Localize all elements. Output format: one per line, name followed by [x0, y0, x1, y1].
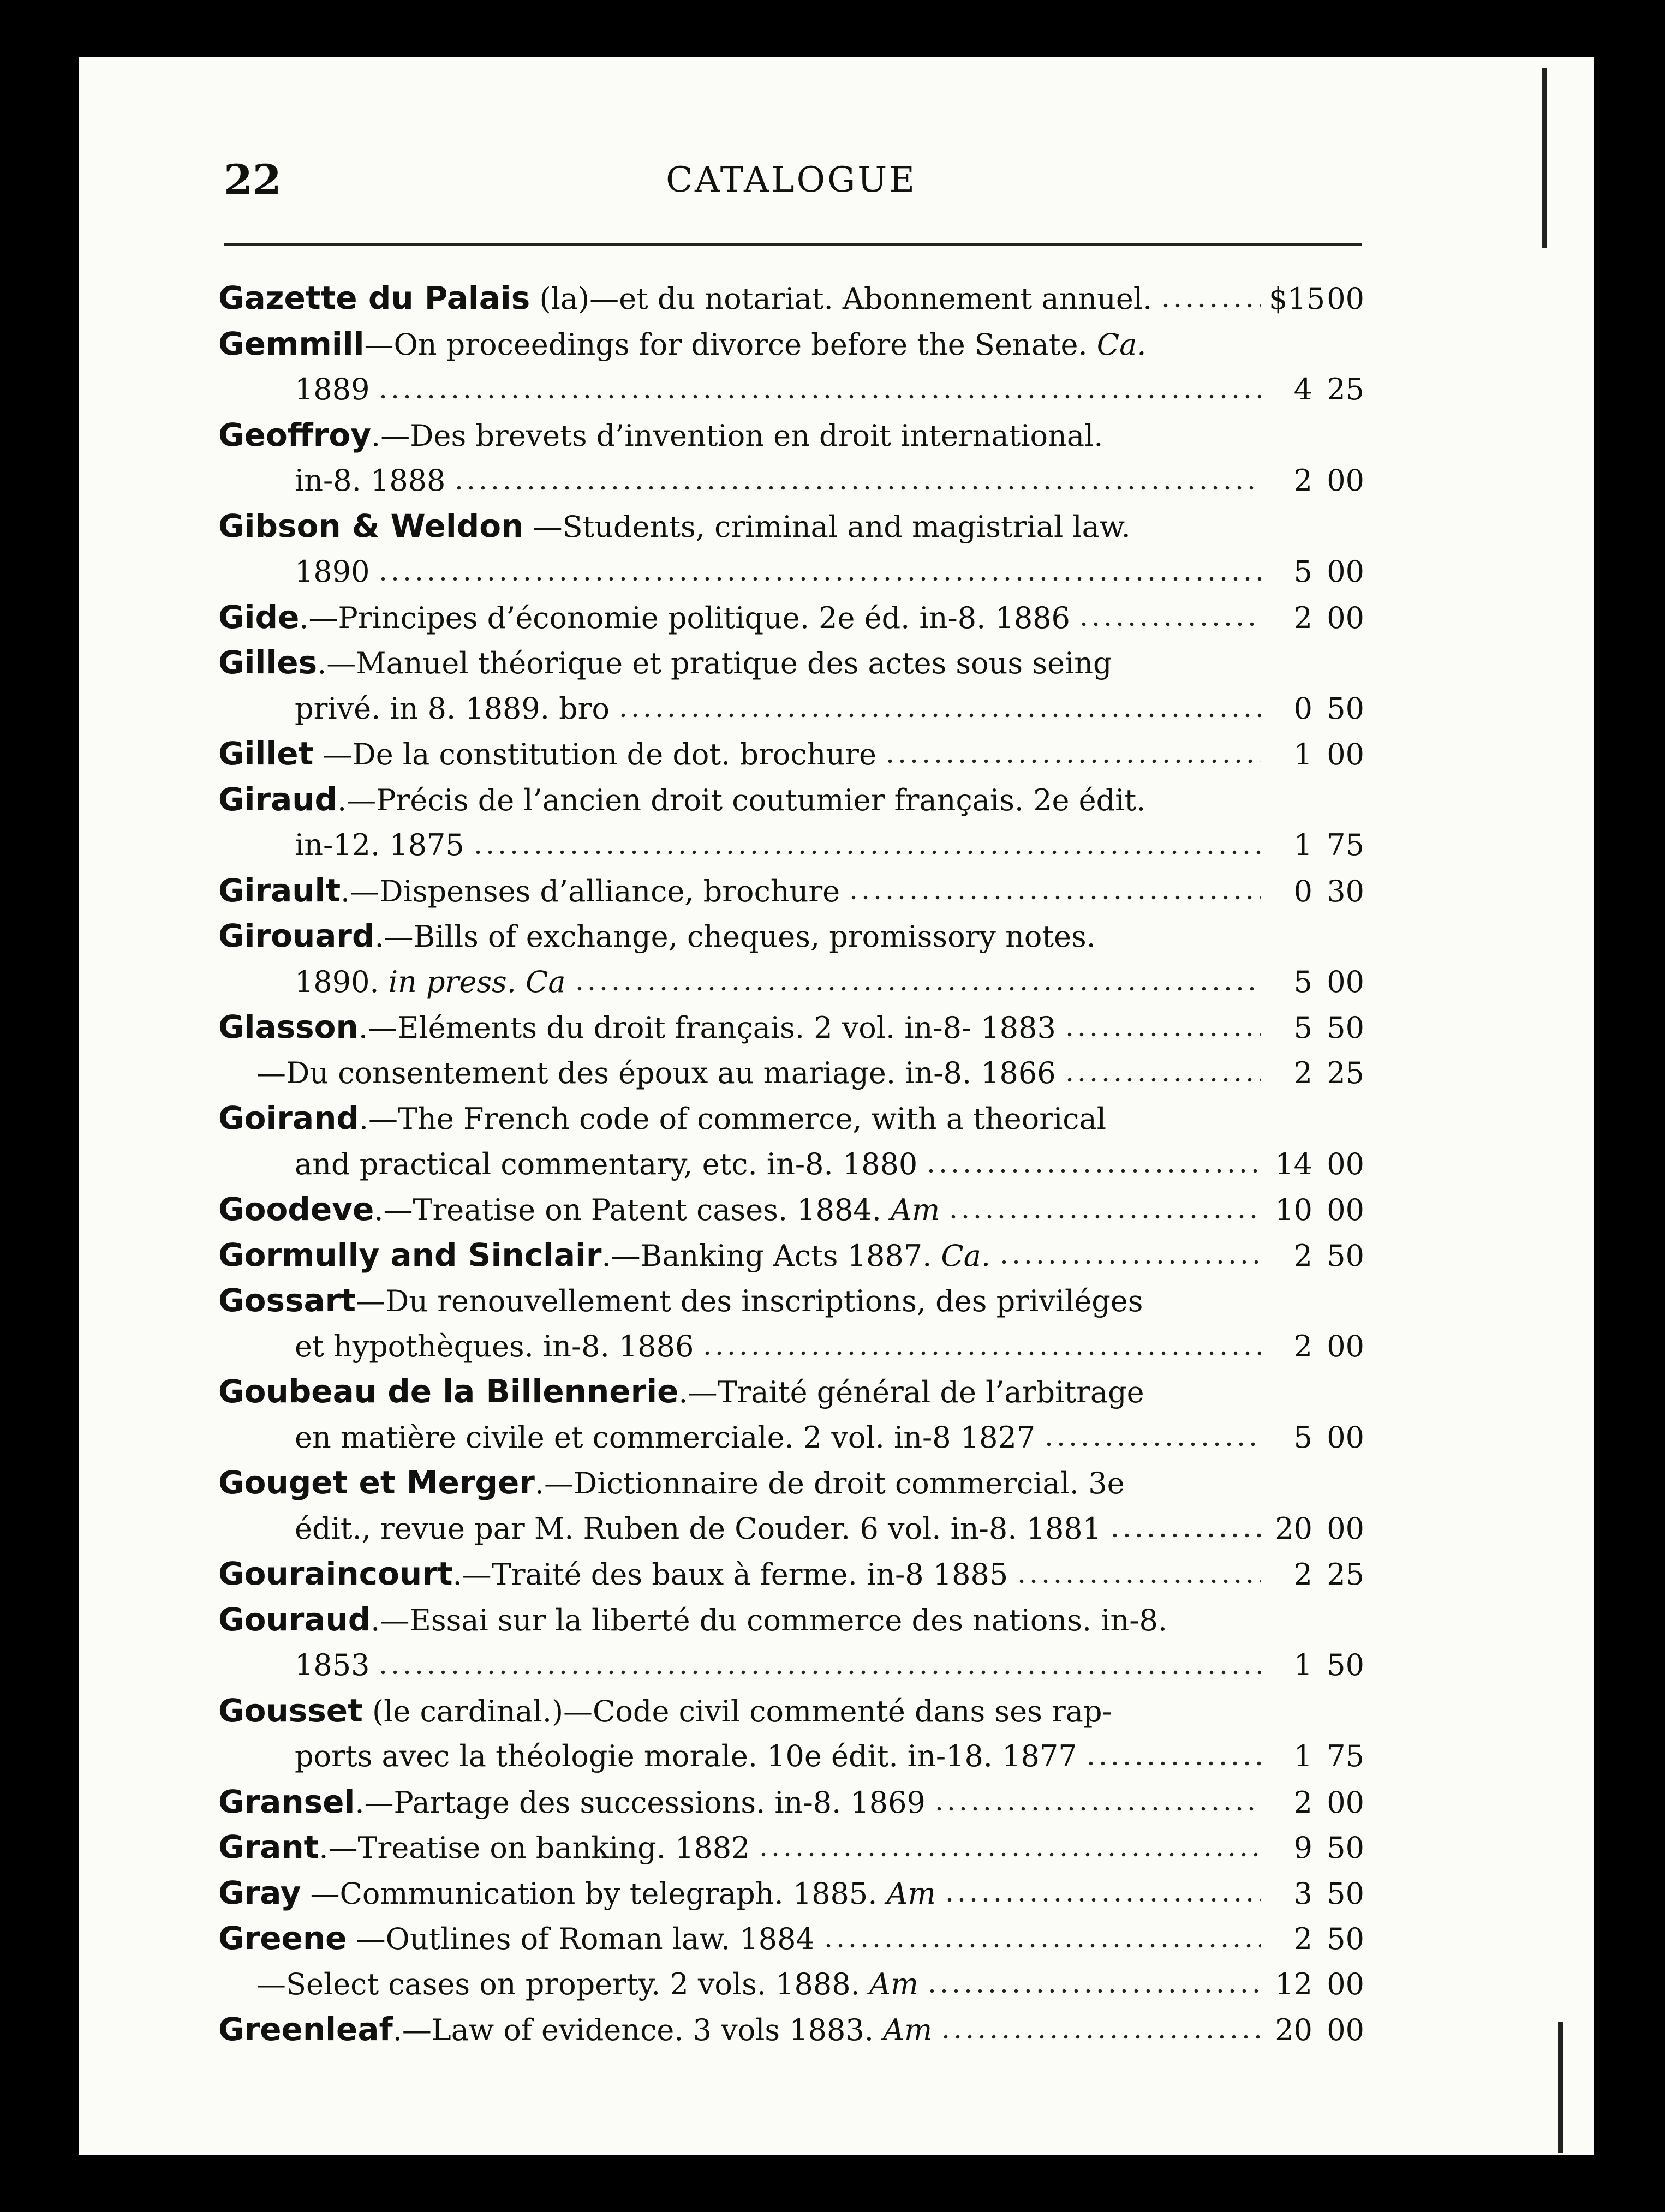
price-dollars: 5	[1293, 964, 1312, 999]
catalogue-entry	[218, 1369, 1364, 1460]
price-dollars: 10	[1275, 1193, 1312, 1227]
price	[1269, 367, 1364, 412]
entry-text	[218, 1369, 1144, 1415]
entry-text	[218, 276, 1152, 322]
entry-text	[295, 1642, 369, 1688]
entry-description: .—Traité général de l’arbitrage	[678, 1375, 1144, 1409]
author-name: Gransel	[218, 1783, 355, 1820]
price	[1269, 595, 1364, 641]
entry-text	[218, 412, 1103, 459]
entry-description: en matière civile et commerciale. 2 vol. in-8 1827	[295, 1420, 1036, 1455]
price	[1269, 1005, 1364, 1051]
price-dollars: 20	[1275, 2013, 1312, 2047]
price	[1269, 1415, 1364, 1461]
header-rule	[224, 243, 1362, 246]
catalogue-entry	[218, 1278, 1364, 1369]
price-cents: 50	[1327, 1876, 1364, 1911]
author-name: Gouget et Merger	[218, 1464, 535, 1501]
entry-text	[218, 1779, 926, 1826]
price-cents: 00	[1327, 1329, 1364, 1364]
price	[1269, 1871, 1364, 1917]
price-dollars: 3	[1293, 1876, 1312, 1911]
price-cents: 25	[1327, 372, 1364, 406]
price-cents: 30	[1327, 874, 1364, 908]
dot-leader	[925, 1168, 1261, 1174]
entry-line	[218, 1825, 1364, 1870]
entry-description: —Outlines of Roman law. 1884	[347, 1922, 815, 1956]
catalogue-entry	[218, 504, 1364, 595]
entry-text	[218, 1005, 1056, 1051]
price-dollars: 14	[1275, 1146, 1312, 1181]
catalogue-entry	[218, 1870, 1364, 1916]
entry-description: .—Partage des successions. in-8. 1869	[355, 1785, 926, 1820]
price-cents: 00	[1327, 463, 1364, 498]
author-name: Gilles	[218, 644, 318, 681]
entry-description: (le cardinal.)—Code civil commenté dans ses rap-	[362, 1694, 1112, 1729]
entry-text	[295, 959, 566, 1005]
price	[1269, 1506, 1364, 1552]
entry-description: privé. in 8. 1889. bro	[295, 691, 610, 726]
price-cents: 50	[1327, 691, 1364, 726]
price	[1269, 1780, 1364, 1826]
price	[1269, 959, 1364, 1005]
price-dollars: 0	[1293, 874, 1312, 908]
author-name: Greenleaf	[218, 2011, 393, 2048]
price-cents: 00	[1327, 1966, 1364, 2001]
author-name: Gray	[218, 1874, 301, 1911]
price	[1269, 1233, 1364, 1279]
entry-line	[218, 1642, 1364, 1688]
dot-leader	[884, 758, 1261, 764]
entry-line	[218, 1916, 1364, 1962]
entry-line	[218, 1141, 1364, 1187]
catalogue-entry	[218, 1825, 1364, 1870]
dot-leader	[1160, 303, 1261, 308]
price	[1269, 1962, 1364, 2007]
entry-text	[218, 595, 1070, 641]
entry-description: —Du renouvellement des inscriptions, des priviléges	[355, 1284, 1143, 1318]
entry-description: 1890.	[295, 964, 389, 999]
author-name: Girouard	[218, 917, 375, 954]
price-dollars: 2	[1293, 1055, 1312, 1090]
author-name: Glasson	[218, 1008, 359, 1045]
entry-description: in-12. 1875	[295, 828, 464, 862]
price-dollars: 2	[1293, 600, 1312, 635]
price-dollars: 0	[1293, 691, 1312, 726]
dot-leader	[1109, 1533, 1261, 1538]
author-name: Goirand	[218, 1099, 359, 1137]
price-dollars: 5	[1293, 1011, 1312, 1045]
author-name: Giraud	[218, 780, 338, 818]
price	[1269, 1141, 1364, 1187]
price-dollars: 2	[1293, 463, 1312, 498]
dot-leader	[933, 1806, 1261, 1812]
price-dollars: 2	[1293, 1329, 1312, 1364]
price-cents: 00	[1327, 1420, 1364, 1455]
entry-line	[218, 913, 1364, 959]
entry-line	[218, 777, 1364, 823]
entry-description: .—Dictionnaire de droit commercial. 3e	[534, 1466, 1125, 1500]
author-name: Goodeve	[218, 1191, 374, 1228]
entry-line	[218, 1506, 1364, 1552]
catalogue-entry	[218, 1096, 1364, 1187]
entry-description: .—Bills of exchange, cheques, promissory notes.	[374, 919, 1096, 954]
price-dollars: 4	[1293, 372, 1312, 406]
dot-leader	[574, 986, 1261, 991]
entry-description: 1890	[295, 554, 370, 589]
dot-leader	[947, 1214, 1261, 1219]
entry-text	[295, 1733, 1077, 1779]
page-number: 22	[224, 156, 282, 204]
entry-text	[295, 1415, 1035, 1461]
entry-description: .—Essai sur la liberté du commerce des nations. in-8.	[371, 1603, 1168, 1637]
price	[1269, 549, 1364, 595]
entry-description: (la)—et du notariat. Abonnement annuel.	[530, 282, 1153, 316]
author-name: Gormully and Sinclair	[218, 1236, 602, 1274]
entry-description: 1889	[295, 372, 370, 406]
dot-leader	[1016, 1579, 1261, 1584]
price-dollars: 2	[1293, 1557, 1312, 1592]
price-cents: 00	[1327, 737, 1364, 772]
page-header	[224, 156, 1359, 226]
price-dollars: 2	[1293, 1238, 1312, 1273]
catalogue-entry	[218, 1187, 1364, 1233]
catalogue-entry	[218, 777, 1364, 868]
entry-description: —Students, criminal and magistrial law.	[523, 509, 1131, 544]
price	[1269, 276, 1364, 322]
entry-line	[218, 1050, 1364, 1096]
catalogue-entries	[218, 276, 1364, 2053]
entry-description: 1853	[295, 1648, 370, 1682]
entry-description: .—Banking Acts 1887.	[601, 1238, 941, 1273]
price-cents: 50	[1327, 1648, 1364, 1682]
dot-leader	[848, 895, 1261, 900]
dot-leader	[1064, 1077, 1261, 1083]
author-name: Goubeau de la Billennerie	[218, 1373, 679, 1410]
entry-text	[256, 1050, 1056, 1096]
author-name: Gouraincourt	[218, 1555, 453, 1592]
entry-text	[218, 868, 840, 914]
entry-origin: Am	[883, 2013, 933, 2047]
entry-line	[218, 1779, 1364, 1825]
entry-line	[218, 1278, 1364, 1324]
author-name: Gemmill	[218, 325, 365, 362]
entry-description: in-8. 1888	[295, 463, 446, 498]
entry-text	[218, 1233, 990, 1279]
price-dollars: 12	[1275, 1966, 1312, 2001]
entry-text	[295, 1324, 694, 1370]
price	[1269, 1733, 1364, 1779]
entry-text	[295, 686, 610, 732]
entry-text	[295, 458, 445, 504]
catalogue-entry	[218, 595, 1364, 641]
price-cents: 50	[1327, 1831, 1364, 1865]
entry-text	[218, 504, 1131, 550]
author-name: Gillet	[218, 735, 314, 772]
entry-line	[218, 1870, 1364, 1916]
author-name: Gouraud	[218, 1600, 371, 1638]
entry-description: .—Eléments du droit français. 2 vol. in-8- 1883	[358, 1011, 1056, 1045]
price-dollars: 9	[1293, 1831, 1312, 1865]
price-cents: 50	[1327, 1011, 1364, 1045]
dot-leader	[453, 485, 1261, 491]
catalogue-entry	[218, 868, 1364, 914]
catalogue-entry	[218, 412, 1364, 504]
entry-text	[218, 1688, 1112, 1735]
catalogue-entry	[218, 1779, 1364, 1825]
entry-line	[218, 1324, 1364, 1370]
entry-line	[218, 640, 1364, 686]
entry-line	[218, 1551, 1364, 1597]
price-cents: 50	[1327, 1238, 1364, 1273]
price-cents: 00	[1327, 1511, 1364, 1546]
entry-description: et hypothèques. in-8. 1886	[295, 1329, 694, 1364]
entry-line	[218, 959, 1364, 1005]
entry-line	[218, 686, 1364, 732]
entry-line	[218, 412, 1364, 458]
entry-description: .—Manuel théorique et pratique des actes sous seing	[317, 646, 1112, 680]
price	[1269, 1916, 1364, 1962]
catalogue-entry	[218, 1460, 1364, 1551]
author-name: Gossart	[218, 1282, 356, 1319]
entry-line	[218, 1005, 1364, 1050]
entry-text	[218, 1551, 1008, 1598]
price	[1269, 1825, 1364, 1871]
dot-leader	[472, 850, 1261, 855]
price	[1269, 1324, 1364, 1370]
entry-line	[218, 731, 1364, 777]
author-name: Gide	[218, 598, 300, 636]
entry-text	[295, 1141, 917, 1187]
price	[1269, 686, 1364, 732]
entry-text	[295, 1506, 1101, 1552]
entry-description: .—Traité des baux à ferme. in-8 1885	[452, 1557, 1008, 1592]
entry-text	[218, 1916, 815, 1962]
price-cents: 00	[1327, 554, 1364, 589]
entry-description: —De la constitution de dot. brochure	[313, 737, 876, 772]
entry-description: .—Précis de l’ancien droit coutumier français. 2e édit.	[337, 782, 1146, 817]
entry-origin: Am	[869, 1966, 919, 2001]
catalogue-entry	[218, 1005, 1364, 1096]
dot-leader	[944, 1897, 1261, 1903]
dot-leader	[822, 1943, 1261, 1948]
entry-text	[218, 321, 1146, 368]
dot-leader	[377, 394, 1261, 399]
author-name: Gousset	[218, 1691, 363, 1729]
entry-text	[218, 640, 1112, 686]
price-dollars: 5	[1293, 1420, 1312, 1455]
entry-description: .—Dispenses d’alliance, brochure	[341, 874, 840, 908]
price-cents: 00	[1327, 600, 1364, 635]
entry-origin: Am	[891, 1193, 940, 1227]
price-cents: 25	[1327, 1055, 1364, 1090]
price-dollars: 20	[1275, 1511, 1312, 1546]
entry-text	[218, 1870, 936, 1917]
entry-text	[218, 731, 876, 778]
price-cents: 00	[1327, 1193, 1364, 1227]
entry-line	[218, 367, 1364, 412]
entry-line	[218, 1369, 1364, 1415]
entry-description: .—Treatise on banking. 1882	[319, 1831, 750, 1865]
author-name: Girault	[218, 871, 341, 909]
entry-description: ports avec la théologie morale. 10e édit. in-18. 1877	[295, 1739, 1077, 1773]
entry-text	[218, 1597, 1167, 1643]
entry-origin: in press. Ca	[388, 964, 566, 999]
author-name: Grant	[218, 1828, 319, 1866]
price	[1269, 869, 1364, 914]
dot-leader	[1078, 621, 1261, 627]
entry-description: —Communication by telegraph. 1885.	[301, 1876, 887, 1911]
price	[1269, 458, 1364, 504]
scan-mark	[1542, 68, 1547, 248]
catalogue-entry	[218, 276, 1364, 321]
price-cents: 00	[1327, 1785, 1364, 1820]
scan-mark	[1558, 2022, 1563, 2153]
price-dollars: 1	[1293, 1739, 1312, 1773]
entry-line	[218, 504, 1364, 549]
price	[1269, 1050, 1364, 1096]
entry-line	[218, 822, 1364, 868]
entry-description: .—Des brevets d’invention en droit international.	[371, 418, 1103, 453]
catalogue-entry	[218, 731, 1364, 777]
entry-line	[218, 1096, 1364, 1141]
catalogue-entry	[218, 913, 1364, 1005]
entry-line	[218, 321, 1364, 367]
entry-text	[218, 913, 1096, 960]
entry-line	[218, 1460, 1364, 1506]
price-dollars: 1	[1293, 828, 1312, 862]
dot-leader	[940, 2034, 1261, 2040]
author-name: Greene	[218, 1920, 347, 1957]
entry-description: édit., revue par M. Ruben de Couder. 6 vol. in-8. 1881	[295, 1511, 1102, 1546]
entry-line	[218, 458, 1364, 504]
price-cents: 75	[1327, 1739, 1364, 1773]
entry-text	[295, 367, 369, 412]
entry-description: and practical commentary, etc. in-8. 1880	[295, 1146, 918, 1181]
entry-text	[295, 822, 464, 868]
entry-text	[218, 1278, 1143, 1324]
dot-leader	[1043, 1442, 1261, 1447]
entry-description: —On proceedings for divorce before the Senate.	[364, 327, 1097, 362]
dot-leader	[701, 1350, 1261, 1356]
price	[1269, 1552, 1364, 1598]
catalogue-entry	[218, 640, 1364, 731]
entry-description: .—The French code of commerce, with a theorical	[359, 1102, 1106, 1136]
entry-origin: Ca.	[941, 1238, 991, 1273]
price-dollars: 2	[1293, 1922, 1312, 1956]
entry-line	[218, 1415, 1364, 1461]
entry-description: —Select cases on property. 2 vols. 1888.	[256, 1966, 869, 2001]
price	[1269, 1187, 1364, 1233]
price-dollars: 5	[1293, 554, 1312, 589]
page-title: CATALOGUE	[666, 160, 917, 200]
entry-description: .—Treatise on Patent cases. 1884.	[374, 1193, 891, 1227]
dot-leader	[926, 1988, 1261, 1994]
catalogue-entry	[218, 1551, 1364, 1597]
price-cents: 00	[1327, 964, 1364, 999]
entry-origin: Am	[886, 1876, 936, 1911]
entry-origin: Ca.	[1096, 327, 1147, 362]
price-cents: 00	[1327, 2013, 1364, 2047]
dot-leader	[377, 576, 1261, 582]
dot-leader	[377, 1670, 1261, 1675]
entry-line	[218, 2007, 1364, 2053]
dot-leader	[757, 1852, 1261, 1857]
price-dollars: $15	[1269, 282, 1326, 316]
price-cents: 25	[1327, 1557, 1364, 1592]
catalogue-entry	[218, 1233, 1364, 1278]
catalogue-entry	[218, 321, 1364, 412]
entry-description: —Du consentement des époux au mariage. in-8. 1866	[256, 1055, 1056, 1090]
entry-line	[218, 549, 1364, 595]
catalogue-entry	[218, 2007, 1364, 2053]
price-dollars: 2	[1293, 1785, 1312, 1820]
author-name: Geoffroy	[218, 416, 372, 453]
entry-text	[295, 549, 369, 595]
entry-text	[256, 1962, 918, 2007]
dot-leader	[998, 1259, 1261, 1265]
catalogue-page	[79, 57, 1594, 2155]
price-cents: 00	[1327, 282, 1364, 316]
catalogue-entry	[218, 1597, 1364, 1688]
dot-leader	[617, 713, 1261, 718]
entry-line	[218, 868, 1364, 914]
catalogue-entry	[218, 1688, 1364, 1779]
entry-text	[218, 1187, 940, 1233]
entry-description: .—Principes d’économie politique. 2e éd. in-8. 1886	[299, 600, 1070, 635]
price-cents: 00	[1327, 1146, 1364, 1181]
dot-leader	[1064, 1032, 1261, 1037]
entry-line	[218, 1962, 1364, 2007]
price-dollars: 1	[1293, 1648, 1312, 1682]
price	[1269, 1642, 1364, 1688]
entry-text	[218, 1460, 1125, 1506]
entry-line	[218, 1688, 1364, 1734]
price-dollars: 1	[1293, 737, 1312, 772]
entry-line	[218, 1187, 1364, 1233]
dot-leader	[1085, 1761, 1261, 1766]
entry-line	[218, 595, 1364, 641]
price	[1269, 2007, 1364, 2053]
price-cents: 50	[1327, 1922, 1364, 1956]
entry-line	[218, 276, 1364, 321]
entry-line	[218, 1733, 1364, 1779]
price	[1269, 732, 1364, 778]
entry-line	[218, 1597, 1364, 1643]
author-name: Gazette du Palais	[218, 279, 530, 316]
entry-line	[218, 1233, 1364, 1278]
entry-text	[218, 777, 1145, 823]
author-name: Gibson & Weldon	[218, 507, 524, 545]
entry-text	[218, 1096, 1106, 1142]
entry-text	[218, 1825, 750, 1871]
price-cents: 75	[1327, 828, 1364, 862]
entry-text	[218, 2007, 932, 2053]
price	[1269, 822, 1364, 868]
entry-description: .—Law of evidence. 3 vols 1883.	[392, 2013, 884, 2047]
catalogue-entry	[218, 1916, 1364, 2007]
